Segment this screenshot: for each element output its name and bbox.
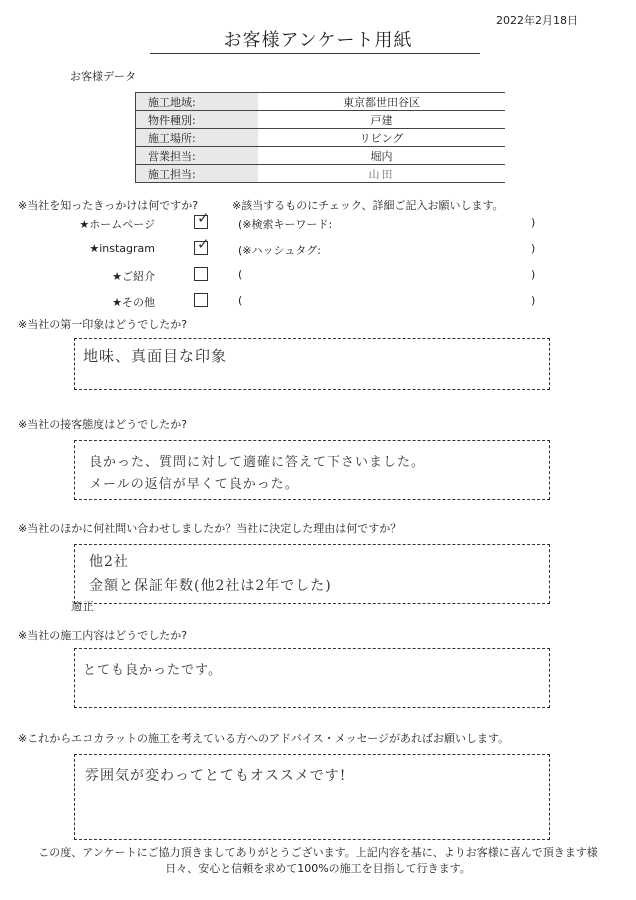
row-value: リビング (258, 129, 505, 147)
option-instagram-label: ★instagram (89, 242, 155, 255)
q5-question: ※当社の施工内容はどうでしたか? (18, 629, 188, 642)
handwritten-installer: 山田 (368, 167, 395, 181)
option-other-label: ★その他 (112, 296, 155, 309)
footer-line: この度、アンケートにご協力頂きましてありがとうございます。上記内容を基に、よりお客様に喜んで頂きます様 (38, 846, 598, 859)
row-value: 戸建 (258, 111, 505, 129)
row-label: 施工地域: (136, 93, 259, 111)
option-other-close: ) (531, 294, 536, 307)
q6-answer-box (74, 754, 550, 840)
table-row (136, 93, 506, 111)
q6-question: ※これからエコカラットの施工を考えている方へのアドバイス・メッセージがあればお願いします。 (18, 732, 510, 745)
option-referral-close: ) (531, 268, 536, 281)
option-homepage-detail: (※検索キーワード: (238, 218, 333, 231)
option-referral-checkbox[interactable] (194, 267, 208, 281)
q4-answer-line: 他2社 (89, 554, 129, 570)
row-value: 東京都世田谷区 (258, 93, 505, 111)
table-row (136, 165, 506, 183)
q3-answer-box (74, 440, 550, 500)
checkmark-icon: ✓ (197, 209, 210, 227)
q3-answer-line: メールの返信が早くて良かった。 (89, 477, 299, 492)
q5-answer: とても良かったです。 (83, 663, 222, 678)
customer-data-table (135, 92, 505, 183)
option-instagram-detail: (※ハッシュタグ: (238, 244, 321, 257)
customer-data-heading: お客様データ (70, 70, 136, 83)
q6-answer: 雰囲気が変わってとてもオススメです! (85, 768, 347, 784)
option-other-checkbox[interactable] (194, 293, 208, 307)
q1-question: ※当社を知ったきっかけは何ですか? (18, 199, 199, 212)
title-underline (150, 53, 480, 54)
q3-answer-line: 良かった、質問に対して適確に答えて下さいました。 (89, 455, 426, 470)
row-value: 堀内 (258, 147, 505, 165)
row-label: 物件種別: (136, 111, 259, 129)
row-value (258, 165, 505, 183)
q2-answer-box (74, 338, 550, 390)
q4-answer-line: 金額と保証年数(他2社は2年でした) (89, 578, 332, 594)
table-row (136, 147, 506, 165)
page-title: お客様アンケート用紙 (223, 30, 413, 51)
q4-annotation: 適正 (71, 600, 95, 613)
q3-question: ※当社の接客態度はどうでしたか? (18, 418, 188, 431)
footer-line: 日々、安心と信頼を求めて100%の施工を目指して行きます。 (165, 862, 471, 875)
row-label: 施工場所: (136, 129, 259, 147)
option-other-detail: ( (238, 294, 243, 307)
row-label: 営業担当: (136, 147, 259, 165)
q4-question: ※当社のほかに何社問い合わせしましたか？当社に決定した理由は何ですか？ (18, 522, 402, 535)
option-instagram-close: ) (531, 242, 536, 255)
q1-note: ※該当するものにチェック、詳細ご記入お願いします。 (232, 199, 504, 212)
option-homepage-label: ★ホームページ (79, 218, 155, 231)
option-referral-detail: ( (238, 268, 243, 281)
checkmark-icon: ✓ (197, 235, 210, 253)
table-row (136, 111, 506, 129)
q5-answer-box (74, 648, 550, 708)
q2-answer: 地味、真面目な印象 (83, 347, 228, 365)
table-row (136, 129, 506, 147)
q2-question: ※当社の第一印象はどうでしたか? (18, 318, 188, 331)
row-label: 施工担当: (136, 165, 259, 183)
q4-answer-box (74, 544, 550, 604)
survey-date: 2022年2月18日 (496, 14, 578, 27)
option-homepage-close: ) (531, 216, 536, 229)
option-referral-label: ★ご紹介 (112, 270, 155, 283)
